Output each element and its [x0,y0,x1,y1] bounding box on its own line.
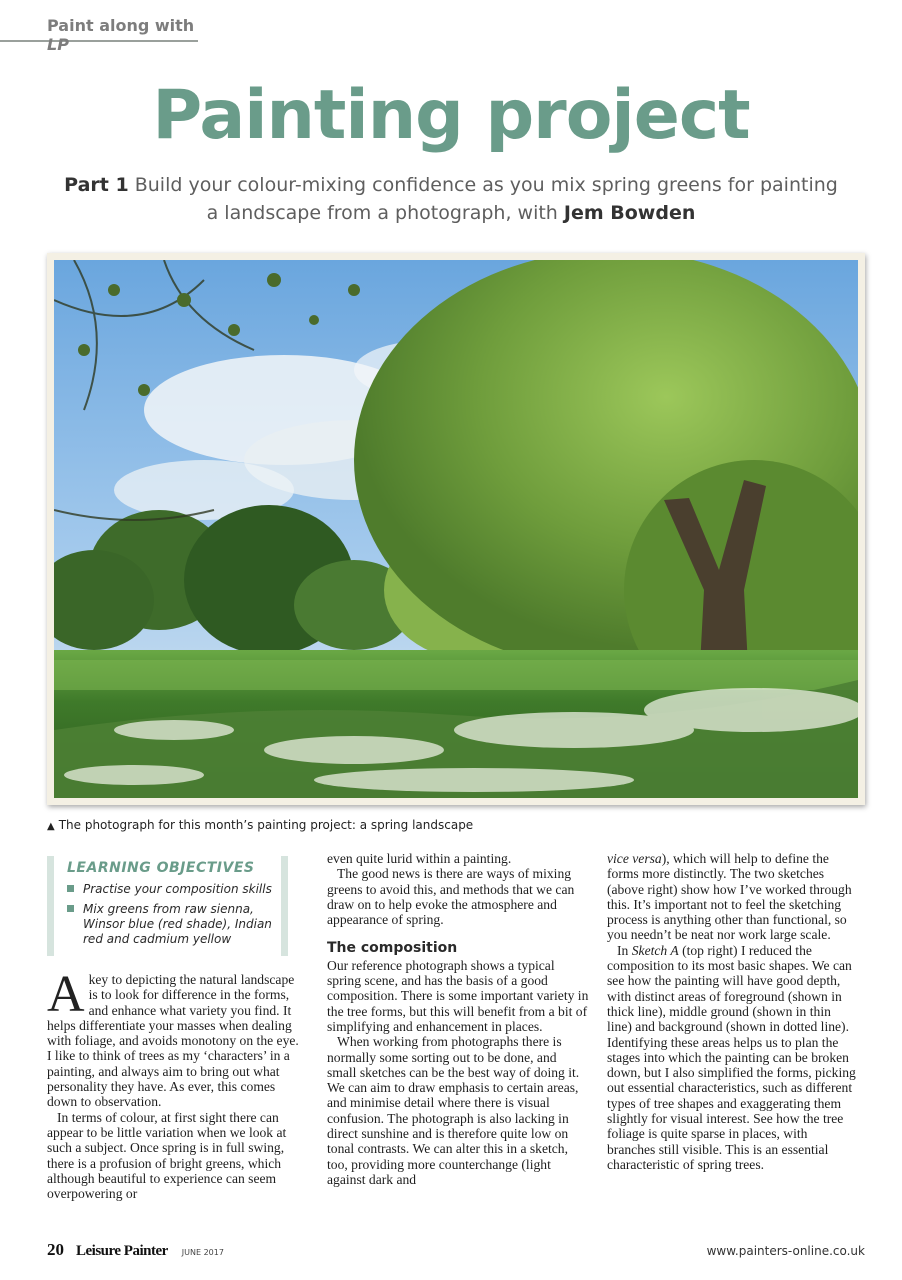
paragraph-text: (top right) I reduced the composition to its most basic shapes. We can see how the painting will have good depth, with distinct areas of foreground (shown in thick line), middle ground (shown in thin line) and background (shown in dotted line). Identifying these areas helps us to plan the stages into which the painting can be broken down, but I also simplified the forms, picking out essential characteristics, such as different types of tree shapes and exaggerating them slightly for visual interest. See how the tree foliage is quite sparse in places, with branches still visible. This is an essential characteristic of spring trees. [607,942,856,1172]
article-column-2 [327,851,589,1187]
landscape-photo [54,260,858,798]
photo-frame [47,253,865,805]
drop-cap: A [47,966,85,1023]
website-url: www.painters-online.co.uk [706,1244,865,1258]
section-tag-text [47,16,198,54]
part-label: Part 1 [64,174,129,196]
caption-marker: ▲ [47,821,55,832]
author-name: Jem Bowden [563,202,696,224]
paragraph: even quite lurid within a painting. [327,851,512,866]
paragraph: In terms of colour, at first sight there can appear to be little variation when we look at such a subject. Once spring is in full swing, there is a profusion of bright greens, which although beautiful to experience can seem overpowering or [47,1109,287,1202]
objective-item [67,902,277,947]
composition-heading: The composition [327,940,458,957]
section-tag [0,14,198,54]
paragraph: When working from photographs there is normally some sorting out to be done, and small sketches can be the best way of doing it. We can aim to draw emphasis to certain areas, and minimise detail where there is visual confusion. The photograph is also lacking in direct sunshine and is therefore quite low on tonal contrasts. We can alter this in a sketch, too, providing more counterchange (light against dark and [327,1034,580,1187]
paragraph: Our reference photograph shows a typical spring scene, and has the basis of a good composition. There is some important variety in the tree forms, but this will benefit from a bit of simplifying and enhancement in places. [327,957,589,1034]
footer-folio [47,1240,224,1262]
article-column-1 [47,966,299,1202]
objective-text: Practise your composition skills [83,882,272,896]
objectives-list [67,882,277,947]
learning-objectives-panel [47,856,288,956]
objectives-heading: LEARNING OBJECTIVES [67,860,255,876]
page-number: 20 [47,1240,64,1259]
photo-caption [47,818,473,832]
paragraph-text: In [617,942,632,958]
standfirst-text: Build your colour-mixing confidence as you mix spring greens for painting a landscape from a photograph, with [134,174,838,224]
section-prefix: Paint along with [47,16,195,35]
magazine-logo: Leisure Painter [76,1243,168,1259]
italic-text: vice versa [607,851,662,866]
section-brand: LP [47,35,69,54]
bullet-square-icon [67,905,74,912]
caption-text: The photograph for this month’s painting project: a spring landscape [58,818,474,832]
bullet-square-icon [67,885,74,892]
standfirst [60,171,842,227]
paragraph: The good news is there are ways of mixing greens to avoid this, and methods that we can draw on to help evoke the atmosphere and appearance of spring. [327,866,575,928]
page-title: Painting project [152,76,750,155]
objective-item [67,882,277,897]
sketch-reference: Sketch A [631,942,679,958]
paragraph [607,943,857,1172]
paragraph: key to depicting the natural landscape is to look for difference in the forms, and enhance what variety you find. It helps differentiate your masses when dealing with foliage, and avoids monotony on the eye. I like to think of trees as my ‘characters’ in a painting, and always aim to bring out what personality they have. As ever, this comes down to observation. [47,972,299,1110]
issue-date: JUNE 2017 [181,1248,224,1257]
objective-text: Mix greens from raw sienna, Winsor blue (red shade), Indian red and cadmium yellow [83,902,272,946]
paragraph [607,851,857,943]
paragraph-text: ), which will help to define the forms more distinctly. The two sketches (above right) show how I’ve worked through this. It’s important not to feel the sketching process is anything other than functional, so you needn’t be neat nor work large scale. [607,851,852,943]
article-column-3 [607,851,857,1172]
